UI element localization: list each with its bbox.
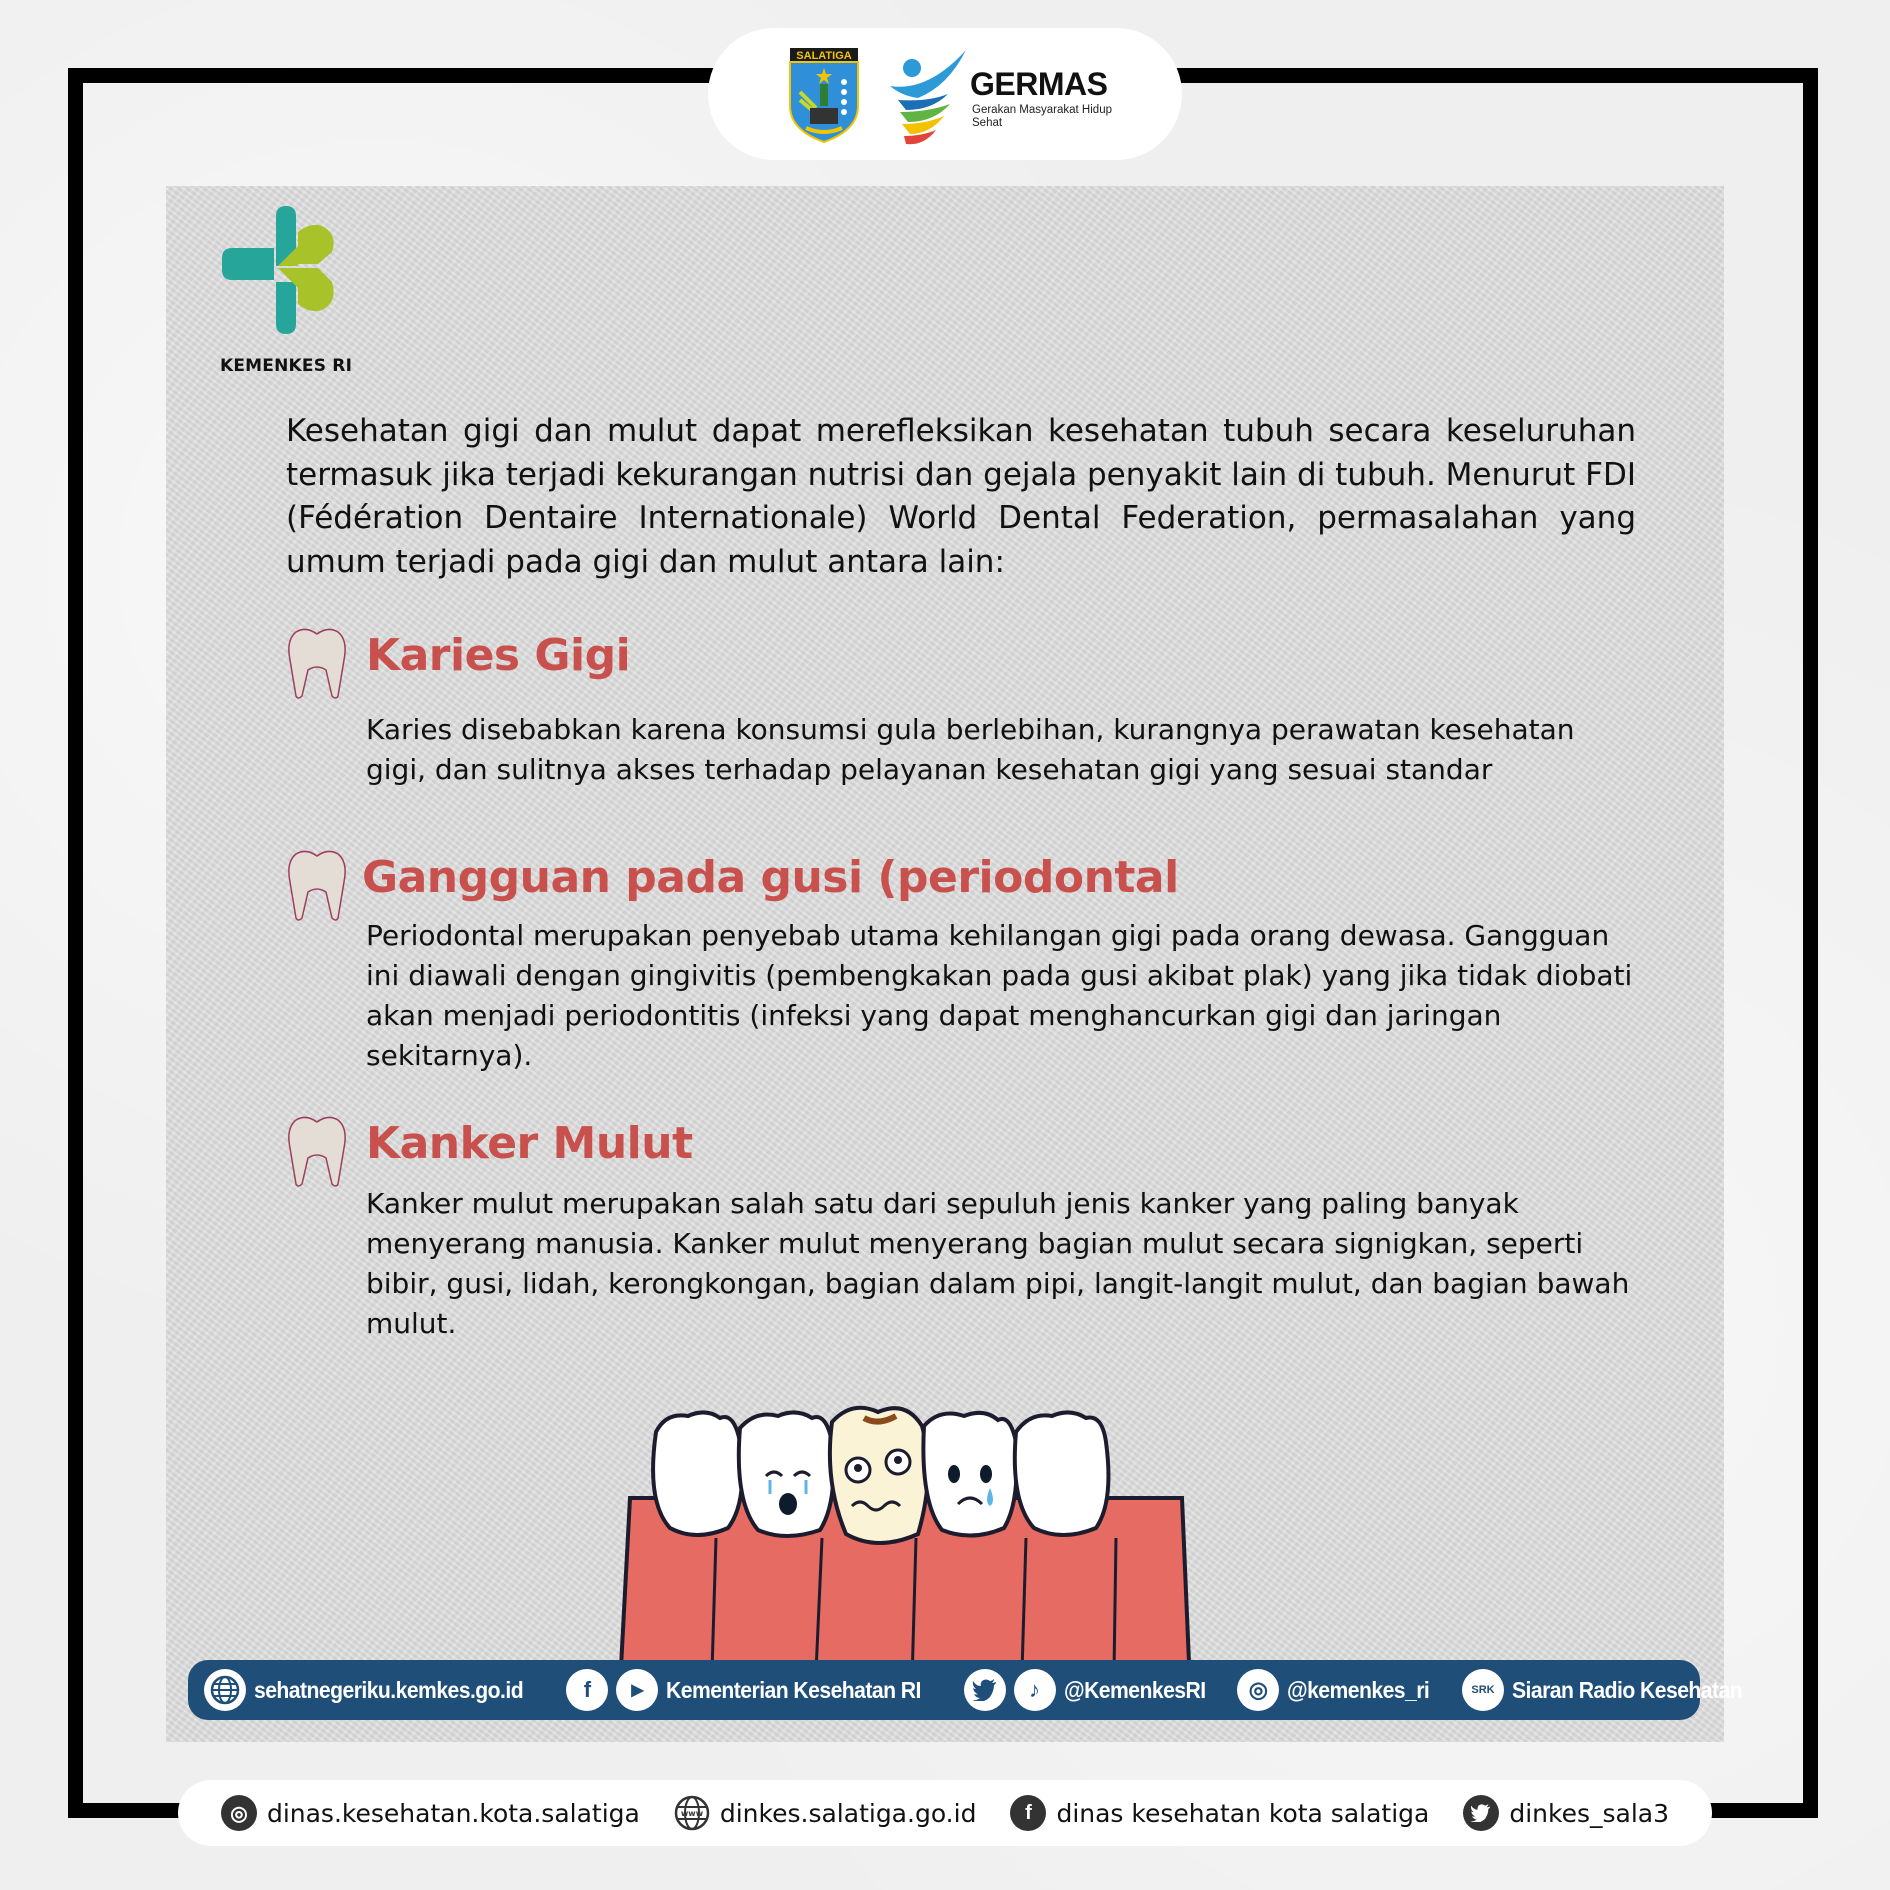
topic-title: Karies Gigi [366, 630, 631, 681]
instagram-text: @kemenkes_ri [1287, 1676, 1430, 1703]
facebook-text: dinas kesehatan kota salatiga [1056, 1798, 1430, 1828]
instagram-icon: ◎ [1237, 1669, 1279, 1711]
topic-title: Gangguan pada gusi (periodontal [362, 852, 1179, 903]
germas-title: GERMAS [970, 66, 1108, 102]
twitter-tiktok-text: @KemenkesRI [1063, 1676, 1206, 1703]
salatiga-twitter-link[interactable] [1463, 1795, 1669, 1831]
kemenkes-radio-link[interactable] [1462, 1669, 1772, 1711]
germas-subtitle: Gerakan Masyarakat Hidup Sehat [972, 104, 1112, 129]
kemenkes-logo [220, 206, 350, 336]
tooth-icon [286, 626, 348, 702]
partner-logos [708, 28, 1182, 160]
topic-body: Kanker mulut merupakan salah satu dari sepuluh jenis kanker yang paling banyak menyerang manusia. Kanker mulut menyerang bagian mulut secara signigkan, seperti bibir, gusi, lidah, kerongkongan, bagian dalam pipi, langit-langit mulut, dan bagian bawah mulut. [366, 1187, 1630, 1340]
topic-body: Periodontal merupakan penyebab utama kehilangan gigi pada orang dewasa. Gangguan ini diawali dengan gingivitis (pembengkakan pada gusi akibat plak) yang jika tidak diobati akan menjadi periodontitis (infeksi yang dapat menghancurkan gigi dan jaringan sekitarnya). [366, 919, 1633, 1072]
salatiga-instagram-link[interactable] [221, 1795, 640, 1831]
facebook-icon: f [1010, 1795, 1046, 1831]
germas-logo [888, 46, 1148, 146]
kemenkes-facebook-youtube-link[interactable] [566, 1669, 953, 1711]
salatiga-crest-logo [788, 46, 860, 144]
instagram-text: dinas.kesehatan.kota.salatiga [266, 1798, 640, 1828]
twitter-text: dinkes_sala3 [1509, 1798, 1670, 1828]
kemenkes-website-link[interactable] [204, 1669, 556, 1711]
twitter-icon [964, 1669, 1006, 1711]
kemenkes-label: KEMENKES RI [220, 356, 353, 376]
tooth-icon [286, 848, 348, 924]
kemenkes-instagram-link[interactable] [1237, 1669, 1452, 1711]
kemenkes-twitter-tiktok-link[interactable] [964, 1669, 1228, 1711]
facebook-youtube-text: Kementerian Kesehatan RI [666, 1676, 922, 1703]
website-text: sehatnegeriku.kemkes.go.id [254, 1676, 524, 1703]
svg-text:SALATIGA: SALATIGA [796, 50, 852, 62]
radio-text: Siaran Radio Kesehatan [1512, 1676, 1743, 1703]
radio-srk-icon: SRK [1462, 1669, 1504, 1711]
topic-title: Kanker Mulut [366, 1118, 693, 1169]
germas-figure-icon [888, 46, 968, 146]
www-globe-icon [674, 1795, 710, 1831]
salatiga-social-bar [178, 1780, 1712, 1846]
intro-paragraph: Kesehatan gigi dan mulut dapat merefleksikan kesehatan tubuh secara keseluruhan termasuk jika terjadi kekurangan nutrisi dan gejala penyakit lain di tubuh. Menurut FDI (Fédération Dentaire Internationale) World Dental Federation, permasalahan yang umum terjadi pada gigi dan mulut antara lain: [286, 413, 1637, 580]
website-text: dinkes.salatiga.go.id [719, 1798, 977, 1828]
teeth-cartoon-illustration [616, 1402, 1196, 1686]
salatiga-website-link[interactable] [674, 1795, 977, 1831]
facebook-icon: f [566, 1669, 608, 1711]
youtube-icon: ▶ [616, 1669, 658, 1711]
salatiga-facebook-link[interactable] [1010, 1795, 1429, 1831]
topic-body: Karies disebabkan karena konsumsi gula berlebihan, kurangnya perawatan kesehatan gigi, dan sulitnya akses terhadap pelayanan kesehatan gigi yang sesuai standar [366, 713, 1575, 786]
content-panel [166, 186, 1743, 1742]
tiktok-icon: ♪ [1014, 1669, 1056, 1711]
kemenkes-social-bar [188, 1660, 1743, 1720]
twitter-icon [1463, 1795, 1499, 1831]
globe-icon [204, 1669, 246, 1711]
tooth-icon [286, 1114, 348, 1190]
svg-text:www: www [680, 1809, 703, 1818]
instagram-icon: ◎ [221, 1795, 257, 1831]
